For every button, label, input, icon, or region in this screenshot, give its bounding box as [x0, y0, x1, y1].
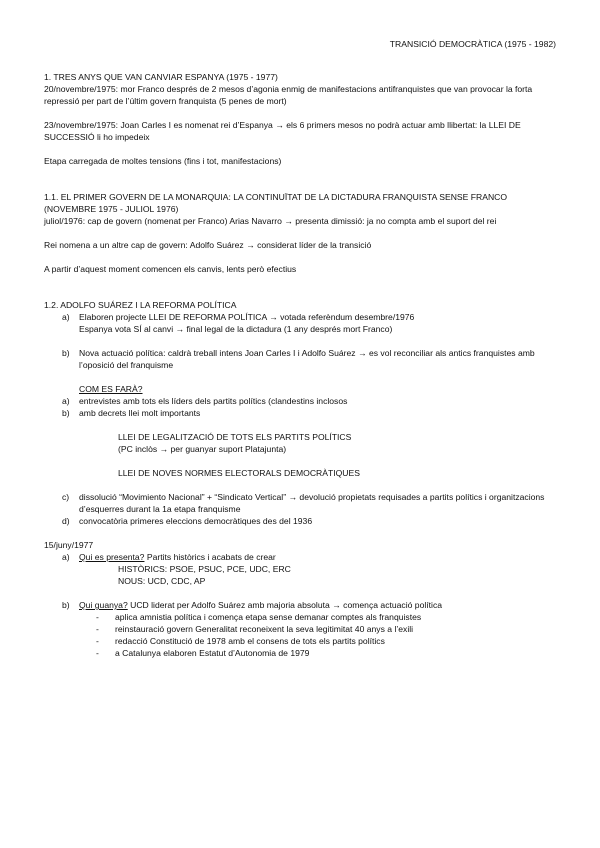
- law-note: (PC inclòs → per guanyar suport Platajunta): [118, 444, 287, 454]
- section-1-paragraph: 23/novembre/1975: Joan Carles I es nomenat rei d’Espanya → els 6 primers mesos no podrà actuar amb llibertat: la LLEI DE SUCCESSIÓ li ho impedeix: [44, 120, 521, 142]
- bullet-item: [44, 647, 560, 659]
- section-1-1-paragraph: A partir d’aquest moment comencen els canvis, lents però efectius: [44, 264, 297, 274]
- section-1-1-paragraph: Rei nomena a un altre cap de govern: Adolfo Suárez → considerat líder de la transició: [44, 240, 372, 250]
- law-title: LLEI DE NOVES NORMES ELECTORALS DEMOCRÀTIQUES: [118, 468, 360, 478]
- list-item: [44, 347, 560, 371]
- list-item: [44, 551, 560, 563]
- subheading-com-es-fara: COM ES FARÀ?: [79, 384, 143, 394]
- list-item-text: [79, 551, 560, 563]
- bullet-text: a Catalunya elaboren Estatut d’Autonomia de 1979: [115, 648, 310, 658]
- bullet-marker: -: [96, 624, 99, 634]
- section-1-heading: 1. TRES ANYS QUE VAN CANVIAR ESPANYA (1975 - 1977): [44, 72, 278, 82]
- list-marker: a): [62, 552, 70, 562]
- list-item: [44, 407, 560, 419]
- list-item: [44, 599, 560, 611]
- bullet-item: [44, 611, 560, 623]
- bullet-marker: -: [96, 612, 99, 622]
- document-body: [44, 71, 560, 659]
- bullet-marker: -: [96, 648, 99, 658]
- list-item-text: Elaboren projecte LLEI DE REFORMA POLÍTICA → votada referèndum desembre/1976: [79, 312, 415, 322]
- list-item-text: [79, 599, 560, 611]
- list-item: [44, 311, 560, 335]
- parties-nous: NOUS: UCD, CDC, AP: [118, 576, 206, 586]
- list-marker: a): [62, 312, 70, 322]
- section-1-2-heading: 1.2. ADOLFO SUÁREZ I LA REFORMA POLÍTICA: [44, 300, 237, 310]
- parties-historics: HISTÒRICS: PSOE, PSUC, PCE, UDC, ERC: [118, 564, 291, 574]
- list-item-text: dissolució “Movimiento Nacional” + “Sindicato Vertical” → devolució propietats requisades a partits polítics i organitzacions d’esquerres durant la 1a etapa franquisme: [79, 492, 545, 514]
- list-item-text: amb decrets llei molt importants: [79, 408, 201, 418]
- list-item-text: Espanya vota SÍ al canvi → final legal de la dictadura (1 any després mort Franco): [79, 324, 393, 334]
- list-marker: b): [62, 348, 70, 358]
- question-label: Qui guanya?: [79, 600, 128, 610]
- list-item: [44, 491, 560, 515]
- list-marker: a): [62, 396, 70, 406]
- section-1-1-paragraph: juliol/1976: cap de govern (nomenat per Franco) Arias Navarro → presenta dimissió: ja no compta amb el suport del rei: [44, 216, 497, 226]
- section-1-paragraph: 20/novembre/1975: mor Franco després de 2 mesos d’agonia enmig de manifestacions antifranquistes que van provocar la forta repressió per part de l’últim govern franquista (5 penes de mort): [44, 84, 533, 106]
- bullet-item: [44, 635, 560, 647]
- list-marker: b): [62, 408, 70, 418]
- list-item-text: Nova actuació política: caldrà treball intens Joan Carles I i Adolfo Suárez → es vol reconciliar als antics franquistes amb l’oposició del franquisme: [79, 348, 535, 370]
- elections-date: 15/juny/1977: [44, 540, 94, 550]
- list-item-text: convocatòria primeres eleccions democràtiques des del 1936: [79, 516, 313, 526]
- bullet-text: redacció Constitució de 1978 amb el consens de tots els partits polítics: [115, 636, 385, 646]
- document-title: TRANSICIÓ DEMOCRÀTICA (1975 - 1982): [389, 39, 556, 49]
- list-item: [44, 515, 560, 527]
- section-1-1-heading: 1.1. EL PRIMER GOVERN DE LA MONARQUIA: LA CONTINUÏTAT DE LA DICTADURA FRANQUISTA SENSE FRANCO (NOVEMBRE 1975 - JULIOL 1976): [44, 192, 508, 214]
- bullet-text: aplica amnistia política i comença etapa sense demanar comptes als franquistes: [115, 612, 422, 622]
- list-item: [44, 395, 560, 407]
- answer-text: UCD liderat per Adolfo Suárez amb majoria absoluta → comença actuació política: [127, 600, 443, 610]
- answer-text: Partits històrics i acabats de crear: [144, 552, 276, 562]
- section-1-paragraph: Etapa carregada de moltes tensions (fins i tot, manifestacions): [44, 156, 282, 166]
- bullet-item: [44, 623, 560, 635]
- question-label: Qui es presenta?: [79, 552, 145, 562]
- bullet-marker: -: [96, 636, 99, 646]
- list-marker: c): [62, 492, 70, 502]
- list-marker: d): [62, 516, 70, 526]
- list-marker: b): [62, 600, 70, 610]
- list-item-text: entrevistes amb tots els líders dels partits polítics (clandestins inclosos: [79, 396, 348, 406]
- bullet-text: reinstauració govern Generalitat reconeixent la seva legitimitat 40 anys a l’exili: [115, 624, 414, 634]
- law-title: LLEI DE LEGALITZACIÓ DE TOTS ELS PARTITS POLÍTICS: [118, 432, 352, 442]
